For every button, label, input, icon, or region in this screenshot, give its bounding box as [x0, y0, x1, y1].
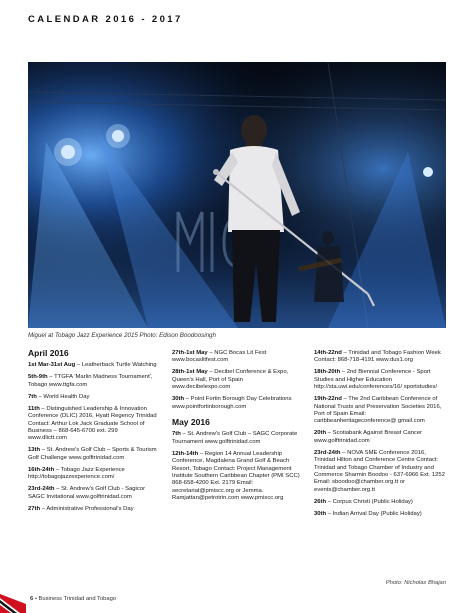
entry-date: 13th: [28, 447, 41, 454]
entry-date: 23rd-24th: [28, 486, 55, 493]
calendar-column-1: [28, 350, 158, 518]
entry-date: 12th-14th: [172, 450, 199, 457]
calendar-entry: [172, 396, 302, 411]
calendar-entry: [314, 350, 448, 365]
entry-date: 27th: [28, 505, 41, 512]
entry-date: 7th: [28, 393, 37, 400]
calendar-entry: [314, 396, 448, 426]
calendar-column-2: [172, 350, 302, 507]
entry-text: – Administrative Professional's Day: [40, 505, 134, 512]
page-title: CALENDAR 2016 - 2017: [28, 14, 183, 25]
calendar-entry: [314, 369, 448, 391]
month-heading-april: April 2016: [28, 348, 69, 358]
calendar-entry: [28, 406, 158, 443]
entry-text: – TTGFA 'Marlin Madness Tournament', Tobago www.ttgfa.com: [28, 374, 153, 388]
entry-date: 30th: [172, 396, 185, 403]
calendar-entry: [28, 467, 158, 482]
entry-date: 5th-9th: [28, 374, 48, 381]
entry-text: – Decibel Conference & Expo, Queen's Hall, Port of Spain www.decibelexpo.com: [172, 369, 289, 391]
entry-text: – NOVA SME Conference 2016, Trinidad Hilton and Conference Centre Contact: Trinidad and Tobago Chamber of Industry and Commerce Sharmin Boodoo - 637-6966 Ext. 1252 Email: sboodoo@chamber.org.tt or events@chamber.org.tt: [314, 449, 445, 493]
entry-date: 28th-1st May: [172, 369, 208, 376]
calendar-entry: [314, 499, 448, 506]
entry-date: 11th: [28, 405, 40, 412]
calendar-entry: [172, 431, 302, 446]
calendar-entry: [28, 447, 158, 462]
footer-text: [30, 596, 116, 602]
calendar-entry: [172, 369, 302, 391]
entry-text: – Region 14 Annual Leadership Conference, Magdalena Grand Golf & Beach Resort, Tobago Contact: Project Management Institute Southern Caribbean Chapter (PMI SCC) 868-658-4200 Ext. 2179 Email: secretariat@pmiscc.org or Jemma. Ramjattan@petrotrin.com www.pmiscc.org: [172, 450, 300, 502]
entry-text: – Point Fortin Borough Day Celebrations www.pointfortinborough.com: [172, 396, 292, 410]
entry-text: – St. Andrew's Golf Club - Sagicor SAGC Invitational www.golftrinidad.com: [28, 486, 146, 500]
calendar-entry: [172, 451, 302, 503]
entry-text: – World Health Day: [36, 393, 90, 400]
entry-text: – Tobago Jazz Experience http://tobagojazzexperience.com/: [28, 466, 125, 481]
footer-separator: •: [34, 596, 37, 602]
entry-date: 14th-22nd: [314, 350, 342, 356]
entry-date: 18th-20th: [314, 369, 341, 376]
publication-name: Business Trinidad and Tobago: [38, 596, 117, 602]
page-footer: [0, 590, 474, 613]
calendar-entry: [314, 430, 448, 445]
photo-credit: Photo: Nicholas Bhajan: [385, 580, 446, 586]
entry-text: – Indian Arrival Day (Public Holiday): [326, 510, 422, 517]
entry-date: 27th-1st May: [172, 350, 208, 356]
entry-text: – Leatherback Turtle Watching: [75, 362, 157, 369]
entry-text: – Scotiabank Against Breast Cancer www.golftrinidad.com: [314, 430, 423, 444]
calendar-entry: [28, 506, 158, 513]
calendar-entry: [28, 374, 158, 389]
trinidad-flag-icon: [0, 590, 26, 613]
entry-date: 20th: [314, 430, 327, 437]
entry-date: 30th: [314, 510, 327, 517]
calendar-entry: [172, 350, 302, 365]
entry-text: – The 2nd Caribbean Conference of National Trusts and Preservation Societies 2016, Port of Spain Email: caribbeanheritageconference@ gmail.com: [314, 396, 442, 425]
calendar-entry: [314, 450, 448, 494]
entry-date: 7th: [172, 431, 181, 438]
entry-text: – St. Andrew's Golf Club – SAGC Corporate Tournament www.golftrinidad.com: [172, 431, 298, 445]
entry-date: 1st Mar-31st Aug: [28, 362, 76, 369]
entry-date: 26th: [314, 498, 327, 505]
entry-date: 16th-24th: [28, 466, 55, 473]
entry-text: – Trinidad and Tobago Fashion Week Contact: 868-718-4191 www.dus1.org: [314, 350, 441, 364]
calendar-entry: [314, 511, 448, 518]
entry-text: – 2nd Biennial Conference - Sport Studies and Higher Education http://sta.uwi.edu/conferences/16/ sportstudies/: [314, 369, 438, 391]
page-number: 6: [30, 596, 34, 602]
entry-date: 19th-22nd: [314, 396, 342, 403]
photo-caption: Miguel at Tobago Jazz Experience 2015 Photo: Edison Boodoosingh: [28, 332, 216, 339]
calendar-entry: [28, 362, 158, 369]
calendar-entry: [28, 486, 158, 501]
entry-date: 23rd-24th: [314, 449, 341, 456]
entry-text: – Corpus Christi (Public Holiday): [326, 498, 413, 505]
calendar-column-3: [314, 350, 448, 523]
concert-photo-illustration: [28, 62, 446, 328]
calendar-entry: [28, 394, 158, 401]
month-heading-may: May 2016: [172, 417, 210, 428]
entry-text: – Distinguished Leadership & Innovation Conference (DLIC) 2016, Hyatt Regency Trinidad Contact: Arthur Lok Jack Graduate School of Business – 868-645-6700 ext. 299 www.dlictt.com: [28, 405, 157, 442]
entry-text: – St. Andrew's Golf Club – Sports & Tourism Golf Challenge www.golftrinidad.com: [28, 447, 157, 461]
entry-text: – NGC Bocas Lit Fest www.bocaslitfest.com: [172, 350, 267, 364]
concert-photo: [28, 62, 446, 328]
